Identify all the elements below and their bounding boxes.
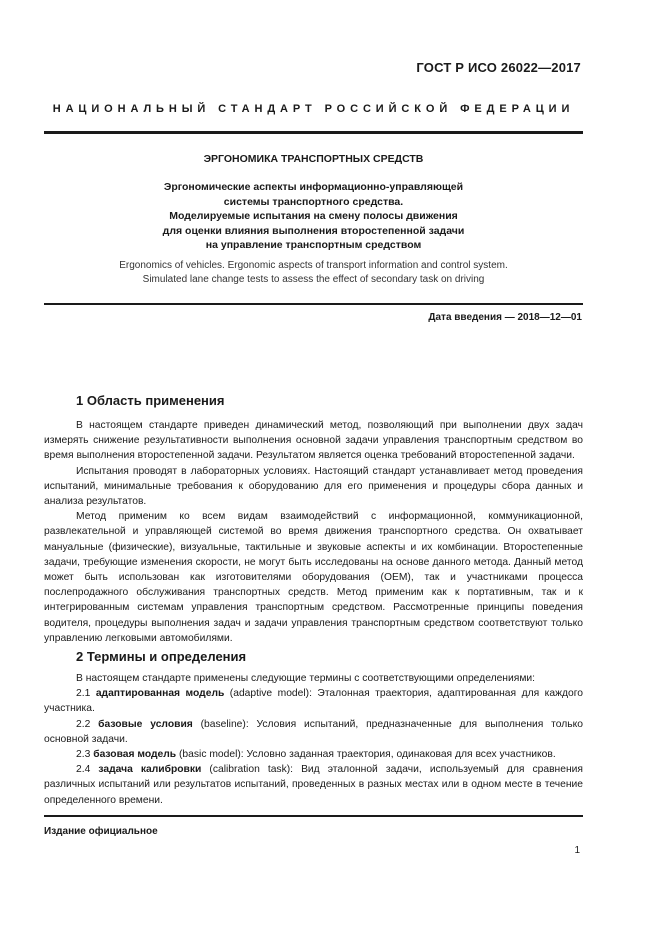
term-definition [44,717,583,747]
section-1-body [44,418,583,646]
term-number: 2.1 [76,688,91,700]
title-divider [44,303,583,305]
document-code: ГОСТ Р ИСО 26022—2017 [416,60,581,75]
term-name: базовые условия [98,718,193,730]
term-text: (baseline): Условия испытаний, предназначенные для выполнения только основной задачи. [44,718,583,745]
introduction-date: Дата введения — 2018—12—01 [428,312,582,323]
term-definition [44,762,583,808]
term-name: задача калибровки [98,764,202,776]
term-definition [44,686,583,716]
paragraph: Метод применим ко всем видам взаимодействий с информационной, коммуникационной, развлекательной и управляющей системой во время движения транспортного средства. Он охватывает мануальные (физические), визуальные, тактильные и звуковые аспекты и их комбинации. Второстепенные задачи, требующие изменения скорости, не могут быть исследованы на основе данного метода. Данный метод может быть использован как изготовителями оборудования (ОЕМ), так и участниками процесса послепродажного обслуживания транспортных средств. Метод применим как к портативным, так и к интегрированным системам управления транспортным средством. Рассмотренные принципы поведения водителя, процедуры выполнения задач и задачи управления транспортным средством соответствуют только управлению легковыми автомобилями. [44,511,583,644]
paragraph: В настоящем стандарте применены следующие термины с соответствующими определениями: [76,673,536,684]
term-text: (calibration task): Вид эталонной задачи, используемый для сравнения различных испытаний или результатов испытаний, проведенных в разных местах или в одном месте в течение определенного времени. [44,764,583,806]
subtitle [44,180,583,253]
english-title [44,259,583,286]
header-divider [44,131,583,134]
paragraph: В настоящем стандарте приведен динамический метод, позволяющий при выполнении двух задач измерять снижение результативности выполнения основной задачи управления транспортным средством во время выполнения второстепенной задачи. Результатом является оценка требований второстепенной задачи. [44,420,583,462]
subtitle-line: Эргономические аспекты информационно-управляющей [163,181,464,193]
english-title-line: Ergonomics of vehicles. Ergonomic aspects of transport information and control system. [119,260,508,271]
term-text: (basic model): Условно заданная траектория, одинаковая для всех участников. [176,749,556,761]
official-edition-label: Издание официальное [44,826,158,837]
page-number: 1 [574,845,580,856]
term-number: 2.2 [76,718,91,730]
main-title: ЭРГОНОМИКА ТРАНСПОРТНЫХ СРЕДСТВ [203,153,424,165]
section-2-heading: 2 Термины и определения [76,649,247,664]
term-name: базовая модель [93,749,177,761]
paragraph: Испытания проводят в лабораторных условиях. Настоящий стандарт устанавливает метод проведения испытаний, минимальные требования к оборудованию для его применения и процедуры сбора данных и анализа результатов. [44,465,583,508]
subtitle-line: на управление транспортным средством [205,239,422,252]
footer-divider [44,815,583,817]
term-number: 2.3 [76,749,91,761]
national-standard-banner: НАЦИОНАЛЬНЫЙ СТАНДАРТ РОССИЙСКОЙ ФЕДЕРАЦИИ [52,103,575,115]
section-2-body [44,671,583,808]
term-definition [44,747,583,762]
subtitle-line: для оценки влияния выполнения второстепенной задачи [162,224,465,237]
term-number: 2.4 [76,764,91,776]
subtitle-line: Моделируемые испытания на смену полосы движения [169,210,458,223]
subtitle-line: системы транспортного средства. [223,195,404,208]
term-text: (adaptive model): Эталонная траектория, адаптированная для каждого участника. [44,688,583,715]
term-name: адаптированная модель [95,688,225,700]
section-1-heading: 1 Область применения [76,393,225,408]
english-title-line: Simulated lane change tests to assess the effect of secondary task on driving [142,273,485,285]
